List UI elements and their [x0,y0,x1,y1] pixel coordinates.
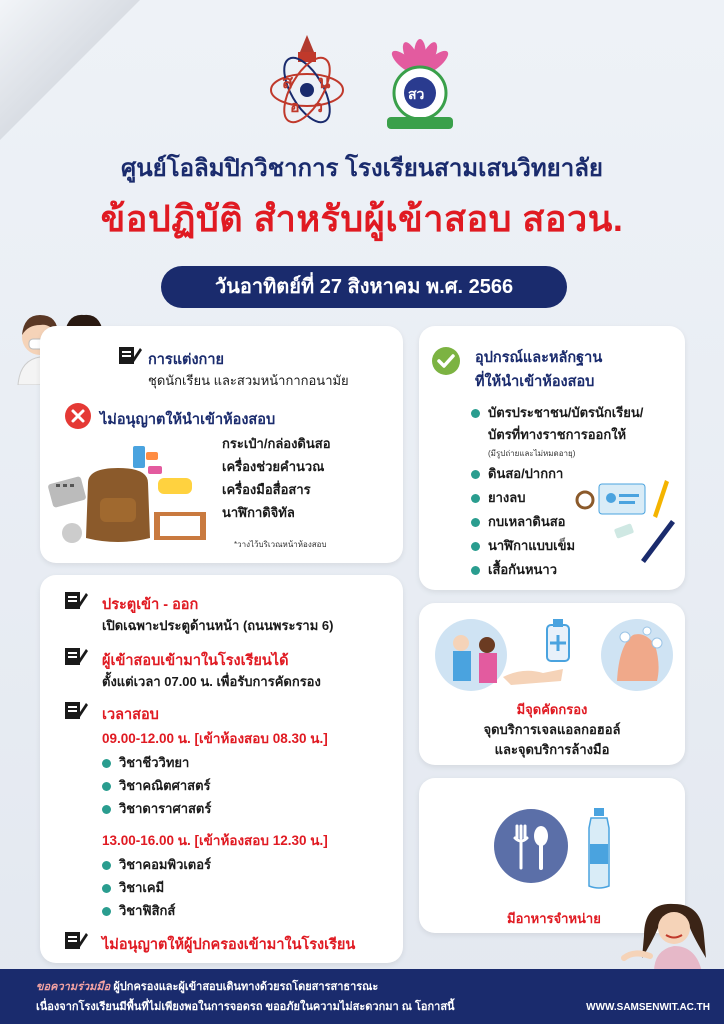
center-title: ศูนย์โอลิมปิกวิชาการ โรงเรียนสามเสนวิทยาลัย [121,155,603,182]
allowed-heading-line1: อุปกรณ์และหลักฐาน [475,350,603,366]
subject-item: วิชาเคมี [102,876,211,899]
footer-banner [0,969,724,1024]
parent-restriction: ไม่อนุญาตให้ผู้ปกครองเข้ามาในโรงเรียน [102,937,356,953]
cutlery-icon [493,808,569,888]
subject-item: วิชาคอมพิวเตอร์ [102,853,211,876]
prohibited-item: เครื่องช่วยคำนวณ [222,459,325,474]
entry-text: ตั้งแต่เวลา 07.00 น. เพื่อรับการคัดกรอง [102,674,321,689]
allowed-item: บัตรประชาชน/บัตรนักเรียน/ [471,402,643,424]
screening-line1: จุดบริการเจลแอลกอฮอล์ [483,722,621,737]
page-title: ข้อปฏิบัติ สำหรับผู้เข้าสอบ สอวน. [100,198,624,239]
prohibited-heading: ไม่อนุญาตให้นำเข้าห้องสอบ [100,412,276,428]
allowed-item-cont: บัตรที่ทางราชการออกให้ [488,427,627,442]
entry-heading: ผู้เข้าสอบเข้ามาในโรงเรียนได้ [102,653,289,669]
allowed-heading-line2: ที่ให้นำเข้าห้องสอบ [475,374,595,390]
footer-line1: ขอความร่วมมือ ผู้ปกครองและผู้เข้าสอบเดินทางด้วยรถโดยสารสาธารณะ [36,981,379,993]
dress-text: ชุดนักเรียน และสวมหน้ากากอนามัย [148,373,349,388]
prohibited-item: เครื่องมือสื่อสาร [222,482,311,497]
prohibited-icon [64,402,92,434]
allowed-item-note: (มีรูปถ่ายและไม่หมดอายุ) [488,449,576,458]
prohibited-list [222,432,331,524]
allowed-item: กบเหลาดินสอ [471,510,643,534]
subject-item: วิชาฟิสิกส์ [102,899,211,922]
gate-heading: ประตูเข้า - ออก [102,597,199,613]
afternoon-subjects [102,853,211,922]
footer-line2: เนื่องจากโรงเรียนมีพื้นที่ไม่เพียงพอในการจอดรถ ขออภัยในความไม่สะดวกมา ณ โอกาสนี้ [36,1001,455,1013]
clipboard-icon [64,645,88,671]
clipboard-icon [64,589,88,615]
allowed-items-card [419,326,685,590]
dress-heading: การแต่งกาย [148,352,224,368]
gate-text: เปิดเฉพาะประตูด้านหน้า (ถนนพระราม 6) [102,618,334,633]
screening-line2: และจุดบริการล้างมือ [494,742,610,757]
morning-subjects [102,751,211,820]
website-link[interactable]: WWW.SAMSENWIT.AC.TH [586,1002,710,1013]
exam-date-badge: วันอาทิตย์ที่ 27 สิงหาคม พ.ศ. 2566 [161,266,567,308]
allowed-items-illustration [573,476,681,566]
allowed-item: เสื้อกันหนาว [471,558,643,582]
dress-and-prohibited-card [40,326,403,563]
allowed-item: ดินสอ/ปากกา [471,462,643,486]
subject-item: วิชาคณิตศาสตร์ [102,774,211,797]
clipboard-icon [64,929,88,955]
exam-time-heading: เวลาสอบ [102,707,159,723]
footer-highlight: ขอความร่วมมือ [36,981,111,993]
check-icon [431,346,461,380]
allowed-item: ยางลบ [471,486,643,510]
prohibited-note: *วางไว้บริเวณหน้าห้องสอบ [234,540,327,549]
svg-text:ส: ส [282,72,293,92]
morning-time: 09.00-12.00 น. [เข้าห้องสอบ 08.30 น.] [102,731,328,746]
clipboard-icon [118,344,142,370]
prohibited-item: นาฬิกาดิจิทัล [222,505,295,520]
posn-logo [262,30,352,130]
subject-item: วิชาชีววิทยา [102,751,211,774]
svg-text:สว: สว [408,86,425,102]
screening-card [419,603,685,765]
school-logo [375,35,465,135]
svg-text:น: น [318,72,331,92]
subject-item: วิชาดาราศาสตร์ [102,797,211,820]
svg-text:อ: อ [290,99,300,116]
clipboard-icon [64,699,88,725]
allowed-item: นาฬิกาแบบเข็ม [471,534,643,558]
woman-illustration [614,898,714,972]
schedule-card [40,575,403,963]
food-heading: มีอาหารจำหน่าย [507,911,601,926]
prohibited-item: กระเป๋า/กล่องดินสอ [222,436,331,451]
logos [0,25,724,135]
screening-heading: มีจุดคัดกรอง [516,702,588,717]
svg-text:ว: ว [314,99,323,116]
prohibited-items-illustration [48,438,218,548]
water-bottle-icon [585,808,613,894]
afternoon-time: 13.00-16.00 น. [เข้าห้องสอบ 12.30 น.] [102,833,328,848]
screening-illustration [433,615,673,693]
